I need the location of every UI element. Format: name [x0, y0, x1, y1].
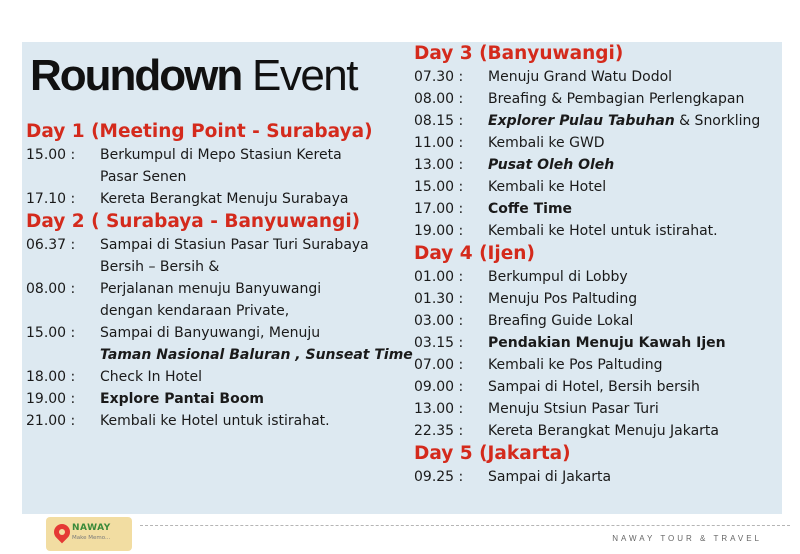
- activity: Kembali ke Hotel: [488, 179, 607, 195]
- activity: Taman Nasional Baluran , Sunseat Time: [100, 347, 413, 363]
- schedule-row: [414, 332, 784, 354]
- day5-heading: Day 5 (Jakarta): [414, 443, 571, 464]
- schedule-row: [414, 376, 784, 398]
- left-column: [26, 50, 413, 432]
- activity: Kembali ke Hotel untuk istirahat.: [100, 413, 330, 429]
- logo-tagline: Make Memo...: [72, 535, 111, 541]
- time: 13.00 :: [414, 401, 464, 417]
- schedule-row: [414, 154, 784, 176]
- activity-rest: & Snorkling: [674, 113, 761, 129]
- time: 18.00 :: [26, 369, 76, 385]
- activity: Breafing Guide Lokal: [488, 313, 634, 329]
- schedule-row: [414, 420, 784, 442]
- activity: Sampai di Stasiun Pasar Turi Surabaya: [100, 237, 369, 253]
- day1-heading: Day 1 (Meeting Point - Surabaya): [26, 121, 373, 142]
- title-bold: Roundown: [30, 51, 242, 100]
- activity: Perjalanan menuju Banyuwangi: [100, 281, 322, 297]
- activity: Menuju Grand Watu Dodol: [488, 69, 673, 85]
- activity: Pendakian Menuju Kawah Ijen: [488, 335, 726, 351]
- schedule-row: [414, 466, 784, 488]
- activity: Kereta Berangkat Menuju Surabaya: [100, 191, 349, 207]
- day2-heading: Day 2 ( Surabaya - Banyuwangi): [26, 211, 361, 232]
- time: 13.00 :: [414, 157, 464, 173]
- time: 09.25 :: [414, 469, 464, 485]
- schedule-row: [414, 88, 784, 110]
- schedule-row: [414, 288, 784, 310]
- time: 01.00 :: [414, 269, 464, 285]
- activity-emphasis: Explorer Pulau Tabuhan: [488, 113, 675, 129]
- time: 21.00 :: [26, 413, 76, 429]
- activity: dengan kendaraan Private,: [100, 303, 290, 319]
- time: [26, 344, 100, 366]
- schedule-row: [26, 410, 408, 432]
- title-light: Event: [241, 51, 358, 100]
- schedule-row: [26, 256, 408, 278]
- schedule-row: [26, 344, 413, 366]
- right-column: [414, 42, 784, 488]
- activity: Menuju Stsiun Pasar Turi: [488, 401, 659, 417]
- schedule-row: [414, 354, 784, 376]
- schedule-row: [26, 166, 408, 188]
- schedule-row: [26, 188, 408, 210]
- schedule-row: [26, 322, 408, 344]
- footer-divider: [140, 525, 790, 526]
- time: 22.35 :: [414, 423, 464, 439]
- naway-logo: [46, 517, 132, 551]
- activity: Berkumpul di Lobby: [488, 269, 628, 285]
- time: 01.30 :: [414, 291, 464, 307]
- time: 17.10 :: [26, 191, 76, 207]
- activity: Kereta Berangkat Menuju Jakarta: [488, 423, 719, 439]
- schedule-row: [26, 144, 408, 166]
- schedule-row: [26, 300, 408, 322]
- time: 15.00 :: [26, 325, 76, 341]
- time: 06.37 :: [26, 237, 76, 253]
- time: 03.00 :: [414, 313, 464, 329]
- schedule-row: [414, 66, 784, 88]
- time: 08.00 :: [26, 281, 76, 297]
- schedule-row: [26, 388, 408, 410]
- schedule-row: [414, 176, 784, 198]
- logo-brand: NAWAY: [72, 523, 111, 533]
- activity: Sampai di Hotel, Bersih bersih: [488, 379, 700, 395]
- activity: Kembali ke Hotel untuk istirahat.: [488, 223, 718, 239]
- day3-heading: Day 3 (Banyuwangi): [414, 43, 624, 64]
- time: 08.15 :: [414, 113, 464, 129]
- activity: Kembali ke GWD: [488, 135, 605, 151]
- activity: Sampai di Banyuwangi, Menuju: [100, 325, 321, 341]
- activity: Breafing & Pembagian Perlengkapan: [488, 91, 745, 107]
- time: [26, 256, 100, 278]
- activity: [488, 110, 784, 132]
- time: 15.00 :: [26, 147, 76, 163]
- day4-heading: Day 4 (Ijen): [414, 243, 535, 264]
- activity: Kembali ke Pos Paltuding: [488, 357, 663, 373]
- activity: Explore Pantai Boom: [100, 391, 264, 407]
- schedule-row: [414, 132, 784, 154]
- time: [26, 166, 100, 188]
- schedule-row: [414, 198, 784, 220]
- time: 17.00 :: [414, 201, 464, 217]
- activity: Berkumpul di Mepo Stasiun Kereta: [100, 147, 342, 163]
- schedule-row: [414, 310, 784, 332]
- schedule-row: [26, 366, 408, 388]
- time: 09.00 :: [414, 379, 464, 395]
- schedule-row: [414, 398, 784, 420]
- time: [26, 300, 100, 322]
- time: 19.00 :: [26, 391, 76, 407]
- time: 19.00 :: [414, 223, 464, 239]
- time: 08.00 :: [414, 91, 464, 107]
- activity: Sampai di Jakarta: [488, 469, 612, 485]
- map-pin-icon: [51, 521, 74, 544]
- activity: Coffe Time: [488, 201, 573, 217]
- time: 03.15 :: [414, 335, 464, 351]
- time: 11.00 :: [414, 135, 464, 151]
- time: 07.30 :: [414, 69, 464, 85]
- activity: Bersih – Bersih &: [100, 259, 220, 275]
- schedule-row: [26, 234, 408, 256]
- schedule-row: [414, 220, 784, 242]
- time: 15.00 :: [414, 179, 464, 195]
- time: 07.00 :: [414, 357, 464, 373]
- activity: Pusat Oleh Oleh: [488, 157, 615, 173]
- activity: Menuju Pos Paltuding: [488, 291, 638, 307]
- activity: Check In Hotel: [100, 369, 203, 385]
- schedule-row: [414, 266, 784, 288]
- company-name: NAWAY TOUR & TRAVEL: [612, 534, 762, 543]
- schedule-row: [414, 110, 784, 132]
- activity: Pasar Senen: [100, 169, 187, 185]
- schedule-row: [26, 278, 408, 300]
